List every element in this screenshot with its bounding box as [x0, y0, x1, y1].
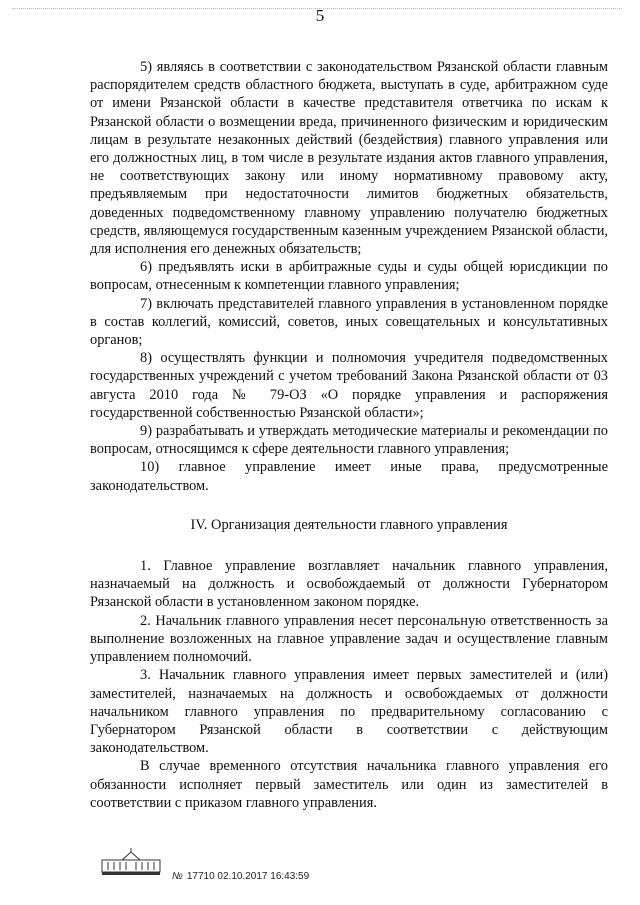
registration-stamp	[172, 871, 309, 882]
paragraph-item-5: 5) являясь в соответствии с законодательством Рязанской области главным распорядителем средств областного бюджета, выступать в суде, арбитражном суде от имени Рязанской области в качестве представителя ответчика по искам к Рязанской области о возмещении вреда, причиненного физическим и юридическим лицам в результате незаконных действий (бездействия) главного управления или его должностных лиц, в том числе в результате издания актов главного управления, не соответствующих закону или иному нормативному правовому акту, предъявляемым при недостаточности лимитов бюджетных обязательств, доведенных подведомственному главному управлению получателю бюджетных средств, являющемуся государственным казенным учреждением Рязанской области, для исполнения его денежных обязательств;	[90, 59, 608, 258]
page-number: 5	[315, 6, 325, 25]
building-logo-icon	[100, 848, 162, 876]
paragraph-clause-3: 3. Начальник главного управления имеет первых заместителей и (или) заместителей, назначаемых на должность и освобождаемых от должности начальником главного управления по предварительному согласованию с Губернатором Рязанской области в соответствии с действующим законодательством.	[90, 667, 608, 757]
paragraph-item-8: 8) осуществлять функции и полномочия учредителя подведомственных государственных учреждений с учетом требований Закона Рязанской области от 03 августа 2010 года № 79-ОЗ «О порядке управления и распоряжения государственной собственностью Рязанской области»;	[90, 350, 608, 421]
paragraph-item-9: 9) разрабатывать и утверждать методические материалы и рекомендации по вопросам, относящимся к сфере деятельности главного управления;	[90, 423, 608, 458]
number-sign: №	[172, 871, 183, 882]
section-heading: IV. Организация деятельности главного управления	[190, 516, 508, 533]
paragraph-absence: В случае временного отсутствия начальника главного управления его обязанности исполняет первый заместитель или один из заместителей в соответствии с приказом главного управления.	[90, 758, 608, 811]
paragraph-clause-1: 1. Главное управление возглавляет начальник главного управления, назначаемый на должность и освобождаемый от должности Губернатором Рязанской области в установленном законом порядке.	[90, 558, 608, 611]
registration-number-date: 17710 02.10.2017 16:43:59	[186, 871, 310, 882]
paragraph-clause-2: 2. Начальник главного управления несет персональную ответственность за выполнение возложенных на главное управление задач и осуществление главным управлением полномочий.	[90, 612, 608, 666]
document-body	[90, 58, 608, 812]
paragraph-item-7: 7) включать представителей главного управления в установленном порядке в состав коллегий, комиссий, советов, иных совещательных и консультативных органов;	[90, 295, 608, 349]
paragraph-item-10: 10) главное управление имеет иные права, предусмотренные законодательством.	[90, 459, 608, 494]
paragraph-item-6: 6) предъявлять иски в арбитражные суды и суды общей юрисдикции по вопросам, отнесенным к компетенции главного управления;	[90, 259, 608, 294]
